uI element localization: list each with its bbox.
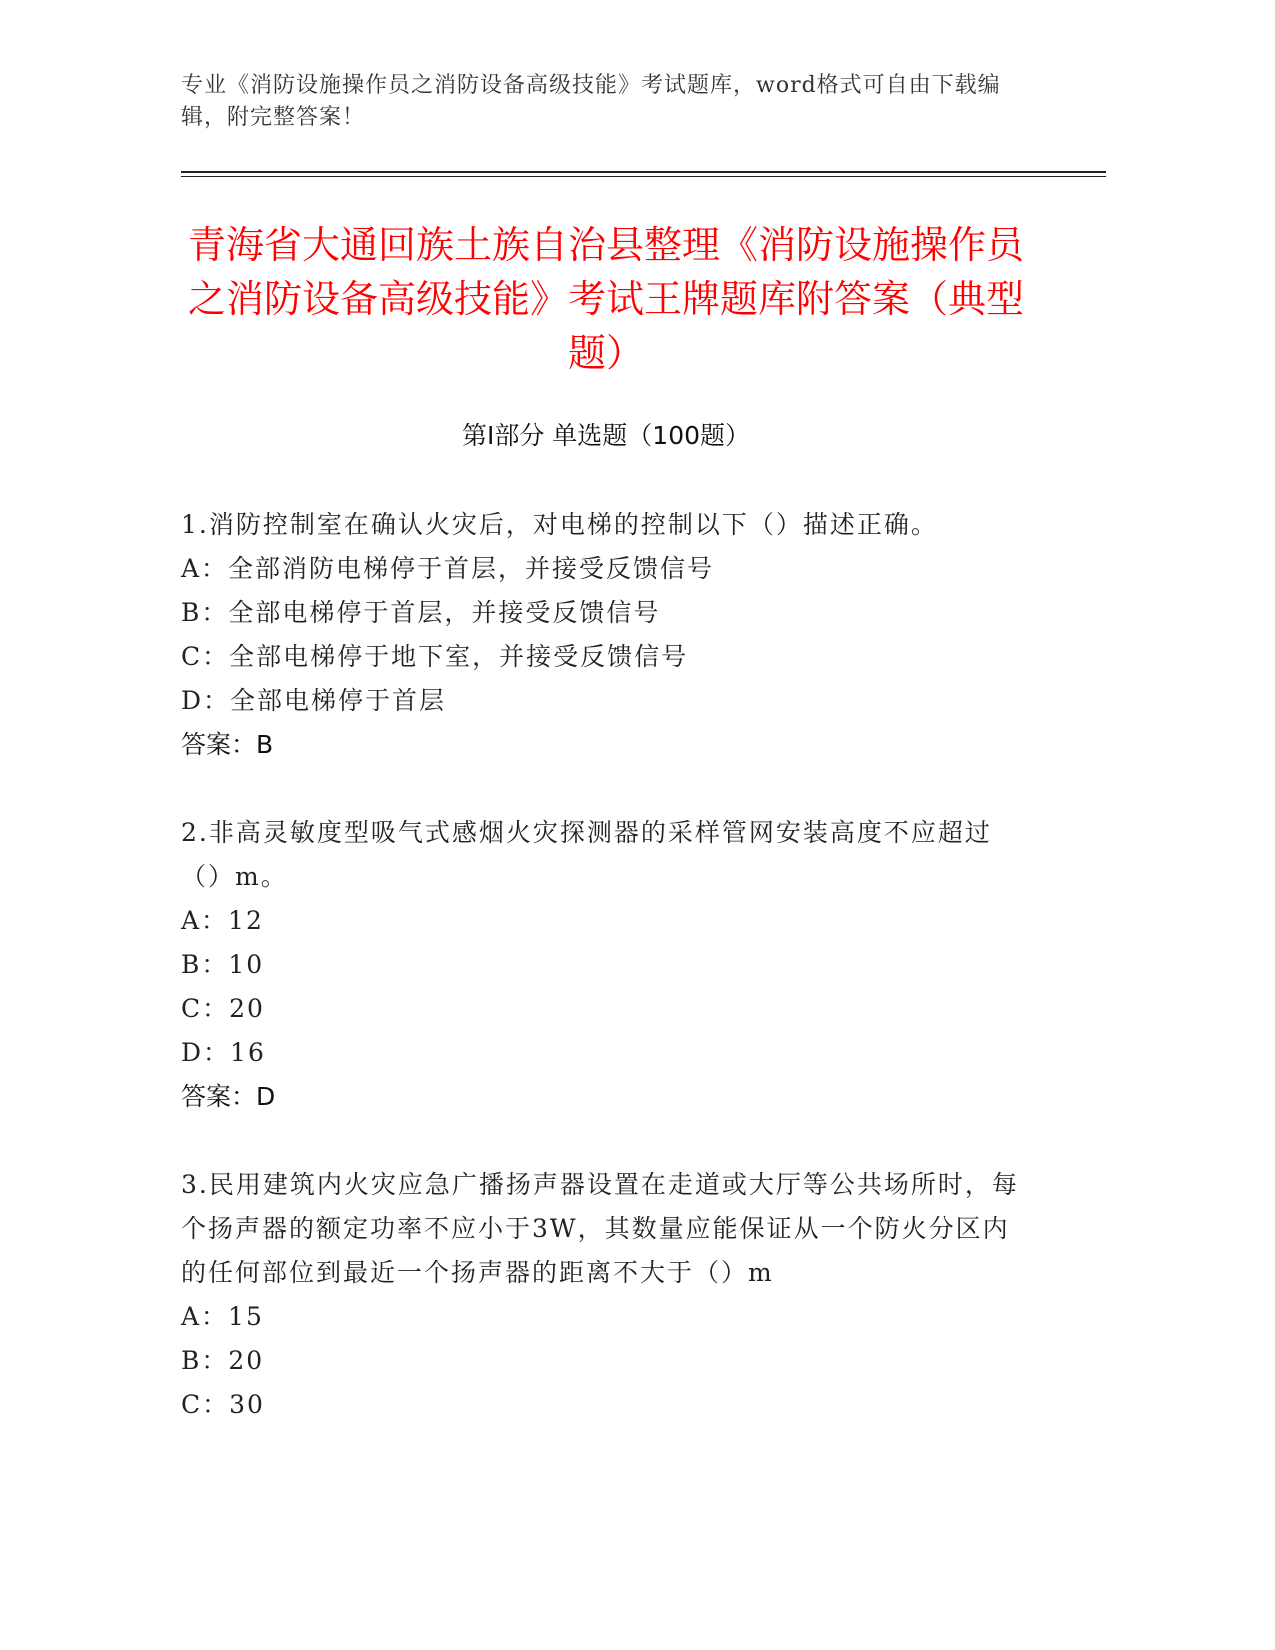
option-a: A：15	[181, 1302, 264, 1331]
document-title: 青海省大通回族土族自治县整理《消防设施操作员之消防设备高级技能》考试王牌题库附答案（典型题）	[187, 223, 1024, 375]
question-list	[181, 503, 1031, 1471]
option-b: B：20	[181, 1346, 265, 1375]
answer: 答案：D	[181, 1082, 276, 1111]
option-b: B：10	[181, 950, 265, 979]
question-1	[181, 503, 1031, 767]
option-a: A：12	[181, 906, 264, 935]
answer: 答案：B	[181, 730, 274, 759]
header-divider-thin	[181, 176, 1106, 177]
question-2	[181, 811, 1031, 1119]
header-divider-thick	[181, 171, 1106, 173]
option-c: C：全部电梯停于地下室，并接受反馈信号	[181, 642, 689, 671]
option-c: C：20	[181, 994, 265, 1023]
question-stem: 1.消防控制室在确认火灾后，对电梯的控制以下（）描述正确。	[181, 510, 938, 539]
question-stem: 3.民用建筑内火灾应急广播扬声器设置在走道或大厅等公共场所时，每个扬声器的额定功率不应小于3W，其数量应能保证从一个防火分区内的任何部位到最近一个扬声器的距离不大于（）m	[181, 1170, 1019, 1287]
question-stem: 2.非高灵敏度型吸气式感烟火灾探测器的采样管网安装高度不应超过（）m。	[181, 818, 992, 891]
option-c: C：30	[181, 1390, 265, 1419]
question-3	[181, 1163, 1031, 1427]
option-d: D：16	[181, 1038, 266, 1067]
section-title: 第I部分 单选题（100题）	[461, 421, 751, 450]
option-b: B：全部电梯停于首层，并接受反馈信号	[181, 598, 661, 627]
option-d: D：全部电梯停于首层	[181, 686, 447, 715]
header-note: 专业《消防设施操作员之消防设备高级技能》考试题库，word格式可自由下载编辑，附完整答案！	[181, 73, 1001, 130]
option-a: A：全部消防电梯停于首层，并接受反馈信号	[181, 554, 715, 583]
